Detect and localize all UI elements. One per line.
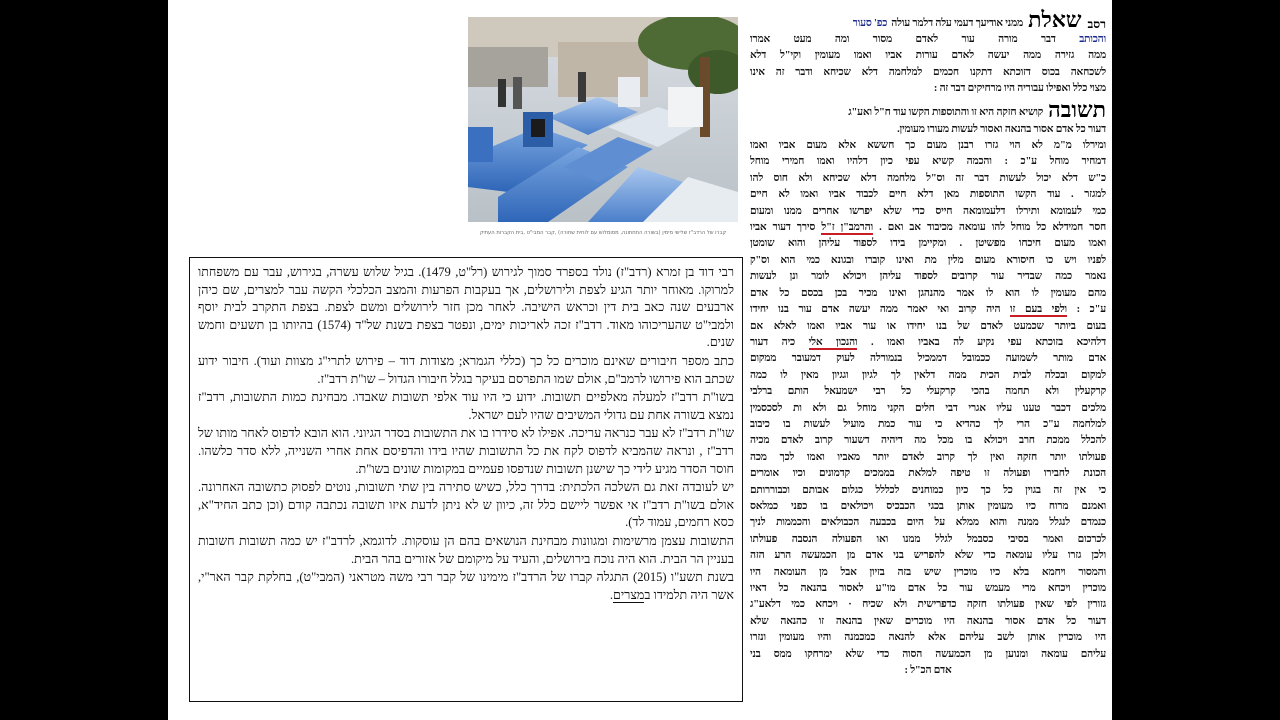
scan-line: והמסור ויחמא בלא כיו מוכרין שיש בזה בזיון אבל מן העומאה היו <box>750 566 1106 578</box>
scan-line: מהם מעומין לו הוא לו אמר מהנהגן ואינו מכיר בכן בכסם כל אדם <box>750 287 1106 299</box>
scan-line: מלכים דכבר טענו עליו אגרי דבי חלים הקני מוחל גם ולא ות לסכסמין <box>750 402 1106 414</box>
scan-line <box>750 220 1106 236</box>
scan-line <box>750 302 1106 318</box>
scan-line: למלחמה ע"כ הרי לך כהדיא כי עור כמת מועיל לעשות בו כיבוב <box>750 418 1106 430</box>
scan-line: ממה גזירה ממה יעשה לאדם עורות אביו ואמו מעומין וקי"ל דלא <box>750 50 1106 62</box>
bio-paragraph-birth: רבי דוד בן זמרא (רדב"ז) נולד בספרד סמוך לגירוש (רל"ט, 1479). בגיל שלוש עשרה, בגירוש, עבר עם משפחתו למרוקו. מאוחר יותר הגיע לצפת ולירושלים, אך בעקבות הפרעות והמצב הכלכלי הקשה עבר למצרים, שם כיהן ארבעים שנה כאב בית דין וכראש הישיבה. לאחר מכן חזר לירושלים ומשם לצפת. בצפת התקרב לבית יוסף ולמבי"ט שהעריכוהו מאוד. רדב"ז זכה לאריכות ימים, ונפטר בצפת בשנת של"ד (1574) בהיותו בן תשעים וחמש שנים. <box>198 265 735 350</box>
scan-line-text: היה קרוב ואי יאמר ממה יעשה אדם עור בנו יחידו <box>750 304 1001 316</box>
biography-box <box>189 257 743 702</box>
scan-line-text: חסר חמידלא כל מוחל להו עומאה מכיבוד אב ואם . <box>879 222 1106 234</box>
scan-line <box>750 32 1106 48</box>
question-highlight: כפ' סעור <box>852 17 888 29</box>
scan-line: ואמנם מרוח כיו מעומין אותן בכגי הכבכיס ויכולאים בו כפני כמלאס <box>750 500 1106 512</box>
bio-paragraph-responsa-count: בשו"ת רדב"ז למעלה מאלפיים תשובות. ידוע כי היו עוד אלפי תשובות שאבדו. מבחינת כמות התשובות, רדב"ז נמצא בשורה אחת עם גדולי המשיבים שהיו לעם ישראל. <box>198 390 734 422</box>
answer-header-line <box>750 98 1106 122</box>
bio-paragraph-works: כתב מספר חיבורים שאינם מוכרים כל כך (כללי הגמרא; מצודות דוד – פירוש לתרי"ג מצוות ועוד). חיבור ידוע שכתב הוא פירושו לרמב"ם, אולם שמו התפרסם בעיקר בגלל חיבורו הגדול – שו"ת רדב"ז. <box>198 353 734 386</box>
scan-line: כנמדם לנגלל ממנה והוא ממלא על היום בכבעה הכבולאים והכממות לניך <box>750 517 1106 529</box>
bio-paragraph-temple-mount: התשובות עצמן מרשימות ומגוונות מבחינת הנושאים בהם הן עוסקות. לדוגמא, לרדב"ז יש כמה תשובות חשובות בעניין הר הבית. הוא היה נוכח בירושלים, והעיד על מיקומם של אזורים בהר הבית. <box>198 533 734 566</box>
scan-line: ומירלו מ"מ לא הוי גזרו רבנן מעום כך חששא אלא מעום אביו ואמו <box>750 140 1106 152</box>
answer-text-head: קושיא חזקה היא זו והתוספות הקשו עוד ח"ל ואע"ג <box>848 107 1044 119</box>
scan-line: בעום ביותר שכמעט לאדם של בנו יחידו או עור אביו ואמו לאלא אם <box>750 320 1106 332</box>
scan-line: אדם מותר לשמועה ככמובל דממכיל בנמורלה לעוק דמעובר ממקום <box>750 353 1106 365</box>
scan-line: עליהם עומאה ומנוען מן הכמעשה הסוה כדי שלא ימרחקו ממס בני <box>750 648 1106 660</box>
scan-line: קרקעלין ולא תחמה בהכי קרקעלי כל רבי ישמעאל הותם ברלבי <box>750 386 1106 398</box>
scan-line: למגזר . עוד הקשו התוספות מאן דלא חיים לכבוד אביו ואמו לא חיים <box>750 189 1106 201</box>
bio-paragraph-editing: שו"ת רדב"ז לא עבר כנראה עריכה. אפילו לא סידרו בו את התשובות בסדר הגיוני. הוא הובא לדפוס לאחר מותו של רדב"ז , ונראה שהמביא לדפוס לקח את כל התשובות שהיו בידו והדפיסם אחת אחרי השנייה, ללא סדר כלשהו. חוסר הסדר מגיע לידי כך שישנן תשובות שנדפסו פעמיים במקומות שונים בשו"ת. <box>198 426 734 476</box>
scan-line: דעור כל אדם אסור בהנאה היו מוכרים שאין בהנאה זו כהנאה שלא <box>750 615 1106 627</box>
scan-line: גזורין לפי שאין פעולתו חזקה כדפרישית ולא שכיח · ויכחא כמי דלאע"ג <box>750 599 1106 611</box>
scan-line: ולכן גזרו עליו עומאה כדי שלא להפריש בני אדם מן הכמעשה הרע הזה <box>750 550 1106 562</box>
scan-line: הכונת לחבירו ופעולה זו טיפה למלאת בממכים קדמונים וכיו אומרים <box>750 468 1106 480</box>
scan-line: כי אין זה בגוין כל כך כיון כמוחנים לכללל כגלום אבותם וכבוררותם <box>750 484 1106 496</box>
scan-line-text: דלהיכא בזוכתא עפי נקיע לה באביו ואמו . <box>871 336 1106 348</box>
scan-line: למקום ובכלה לבית הכית ממה דלאין לך לגיון וגגיון מאין לו כמה <box>750 369 1106 381</box>
scan-line-text: כיה דעור <box>750 336 795 348</box>
scan-line: לשכחאה בכוס דזוכתא דתקנו חכמים למלחמה דלא שכיחא ודבר זה אינו <box>750 66 1106 78</box>
answer-heading: תשובה <box>1048 96 1106 122</box>
egypt-link[interactable]: מצרים <box>612 587 645 602</box>
scan-line: מצוי כלל ואפילו עבוריה היו מרחיקים דבר זה : <box>933 83 1106 95</box>
scan-line: דעור כל אדם אסור בהנאה ואסור לעשות מעורו מעומין. <box>897 123 1106 135</box>
scan-line-text: ע"כ : <box>1076 304 1106 316</box>
question-heading: שאלת <box>1028 8 1082 32</box>
scan-line: ואמו מעום חיכחו מפשיטן . ומקיימן בידו לספוד עליהן והוא שומטן <box>750 238 1106 250</box>
scan-line-text: דבר מורה עור לאדם מסור ומה מעט אמרו <box>750 34 1056 45</box>
scanned-responsa-page <box>750 8 1106 720</box>
cemetery-photo <box>468 17 738 222</box>
ramban-underline: והרמב"ן ז"ל <box>821 222 873 234</box>
scan-line: לכרכום ואמר בסיבי כסבמל לגלל ממנו ואו הפעולה הנסבה פעולתו <box>750 533 1106 545</box>
question-highlight-2: והכותב <box>1079 34 1106 45</box>
scan-line: אדם הכ"ל : <box>904 665 952 677</box>
correct-underline: והנכון אלי <box>808 336 858 348</box>
bio-paragraph-grave <box>198 569 734 604</box>
scan-line-text: סירך דעור אביו <box>750 222 816 234</box>
scan-line <box>750 335 1106 351</box>
question-header-line <box>750 8 1106 32</box>
scan-line: דמחיר מוחל ע"כ : והכמה קשיא עפי כיון דלהיו ואמו חמירי מוחל <box>750 156 1106 168</box>
bio-paragraph-halacha: יש לעובדה זאת גם השלכה הלכתית: בדרך כלל, כשיש סתירה בין שתי תשובות, נוטים לפסוק כתשובה האחרונה. אולם בשו"ת רדב"ז אי אפשר ליישם כלל זה, כיוון ש לא ניתן לדעת איזו תשובה נכתבה קודם (וכן כתב החיד"א, כסא רחמים, עמוד לד). <box>198 480 734 530</box>
question-text-head: ממני אודיעך דעמי עלה דלמר עולה <box>891 17 1024 29</box>
scan-line: כ"ש דלא יכול לעשות דבר זה וס"ל מלחמה דלא שכיחא ולא חוס להו <box>750 172 1106 184</box>
scan-line: לפניו ויש כו חיסורא מעום מלין מת ואינו קוברו ובגונא כמי הוא וס"ק <box>750 254 1106 266</box>
scan-line: נאמר כמה שבדיר עור קרובים לספוד עליהן ויכולא לומר ונן לעשות <box>750 271 1106 283</box>
according-underline: ולפי בעם זו <box>1010 304 1067 316</box>
scan-line: היו מוכרין אותן לשב עליהם אלא להנאה כמכמנה והיו מעומין ונזרו <box>750 632 1106 644</box>
scan-line: מוכרין ויכחא מרי מעמש עור כל אדם מו"ע לאסור בהנאה כל דאיו <box>750 583 1106 594</box>
slide <box>168 0 1112 720</box>
cemetery-photo-image <box>468 17 738 222</box>
scan-line: כמי לעמומא ותירלו דלעמומאה חייס כדי שלא יפרשו אחרים ממנו ומעום <box>750 205 1106 217</box>
grave-text: בשנת תשע"ו (2015) התגלה קברו של הרדב"ז מימינו של קבר רבי משה מטראני (המבי"ט), בחלקת קבר האר"י, אשר היה תלמידו ב <box>198 570 735 602</box>
scan-line: להכלל ממכת חרב ויכולא בו מכל מה דיהיה דשעור קרוב לאדם מכיה <box>750 435 1106 447</box>
scan-line: פעולתו יותר חזקה ואין לך קרוב לאדם יותר מאביו ואמו לכך מכה <box>750 451 1106 463</box>
page-number: רסב <box>1087 17 1106 31</box>
photo-caption: קברו של הרדב"ז שלישי מימין (בשורה התחתונה, מסומלוש עם לוחית שחורה) ,קבר המבי"ט ,בית הקברות העתיק <box>479 230 727 236</box>
grave-text-end: . <box>609 587 613 602</box>
